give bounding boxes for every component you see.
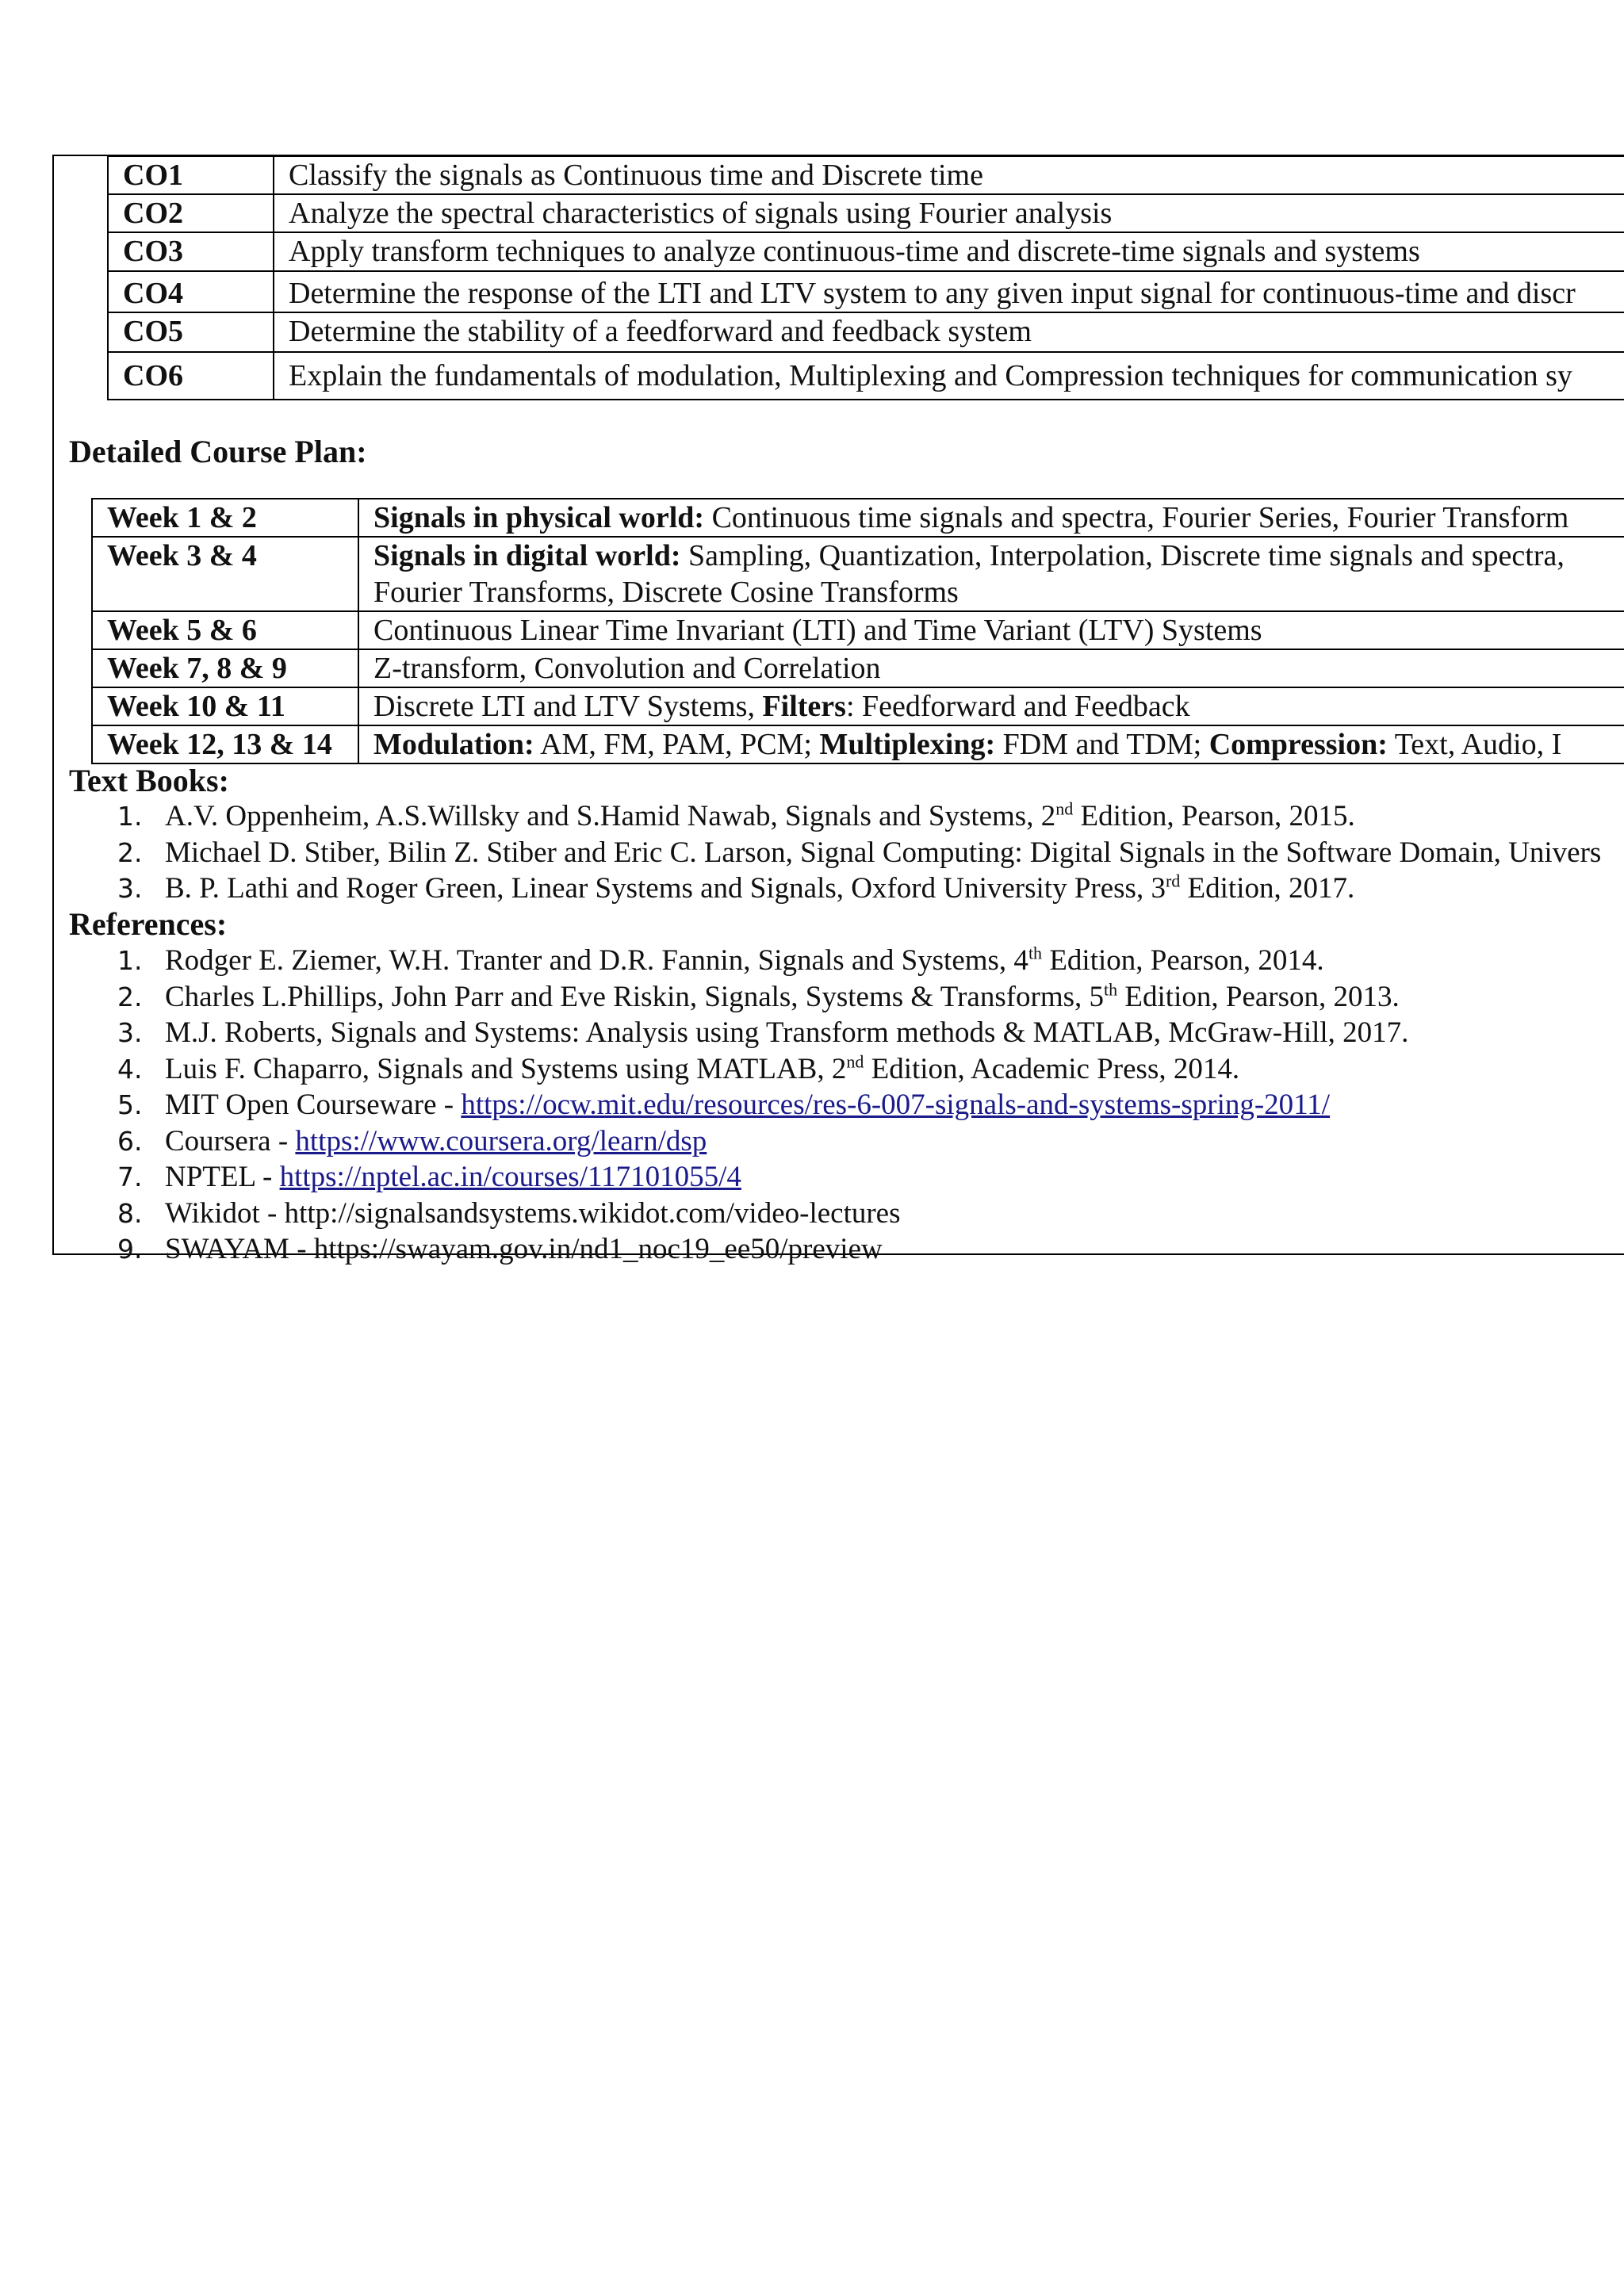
co-code: CO1: [108, 156, 274, 194]
list-number: 2.: [117, 836, 143, 868]
list-number: 1.: [117, 945, 143, 976]
reference-source: Wikidot -: [165, 1196, 285, 1230]
co-description: Apply transform techniques to analyze continuous-time and discrete-time signals and systems: [274, 232, 1624, 271]
course-outcomes-table: [107, 155, 1624, 400]
textbook-text: B. P. Lathi and Roger Green, Linear Systems and Signals, Oxford University Press, 3: [165, 872, 1166, 905]
superscript: th: [1028, 943, 1043, 963]
plan-week: Week 3 & 4: [92, 537, 358, 611]
references-list: [117, 943, 1409, 1268]
reference-text: Edition, Pearson, 2014.: [1042, 944, 1324, 977]
list-item: [117, 835, 1602, 871]
reference-source: SWAYAM -: [165, 1233, 314, 1265]
list-item: [117, 871, 1601, 907]
list-number: 9.: [117, 1234, 143, 1265]
plan-topic-text: Continuous time signals and spectra, Fourier Series, Fourier Transform: [704, 501, 1569, 534]
superscript: rd: [1165, 871, 1181, 891]
plan-topic-title: Compression:: [1208, 728, 1388, 761]
co-code: CO2: [108, 194, 274, 232]
list-number: 5.: [117, 1089, 143, 1120]
co-row: [108, 194, 1624, 232]
list-number: 6.: [117, 1125, 143, 1157]
reference-text: Edition, Pearson, 2013.: [1117, 980, 1400, 1013]
plan-topic-text: Text, Audio, I: [1387, 728, 1562, 761]
reference-source: NPTEL -: [165, 1161, 280, 1193]
course-plan-heading: Detailed Course Plan:: [69, 434, 367, 469]
reference-text: Luis F. Chaparro, Signals and Systems using MATLAB, 2: [165, 1052, 847, 1085]
list-number: 8.: [117, 1197, 143, 1229]
plan-row: [92, 725, 1624, 763]
list-number: 2.: [117, 981, 143, 1012]
plan-topic-text: Discrete LTI and LTV Systems,: [373, 690, 763, 723]
references-heading: References:: [69, 906, 228, 942]
list-number: 1.: [117, 801, 143, 832]
course-plan-table: [91, 498, 1624, 764]
plan-week: Week 12, 13 & 14: [92, 725, 358, 763]
nptel-link[interactable]: https://nptel.ac.in/courses/117101055/4: [279, 1161, 741, 1193]
reference-source: MIT Open Courseware -: [165, 1089, 462, 1121]
swayam-url: https://swayam.gov.in/nd1_noc19_ee50/preview: [313, 1233, 883, 1265]
plan-week: Week 5 & 6: [92, 611, 358, 649]
co-code: CO3: [108, 232, 274, 271]
plan-row: [92, 499, 1624, 537]
list-item: [117, 1087, 1408, 1123]
plan-topic-text: AM, FM, PAM, PCM;: [534, 728, 820, 761]
coursera-link[interactable]: https://www.coursera.org/learn/dsp: [295, 1124, 707, 1158]
textbook-text: A.V. Oppenheim, A.S.Willsky and S.Hamid Nawab, Signals and Systems, 2: [165, 800, 1056, 832]
textbooks-list: [117, 798, 1602, 907]
plan-row: [92, 611, 1624, 649]
plan-topic-text: FDM and TDM;: [995, 728, 1209, 761]
co-description: Determine the response of the LTI and LTV system to any given input signal for continuous-time and discr: [274, 271, 1624, 312]
list-item: [117, 1015, 1409, 1051]
plan-topics: [358, 537, 1624, 611]
plan-topic-title: Signals in physical world:: [373, 501, 705, 534]
list-item: [117, 798, 1601, 835]
plan-topics: [358, 725, 1624, 763]
co-description: Analyze the spectral characteristics of signals using Fourier analysis: [274, 194, 1624, 232]
plan-topics: [358, 499, 1624, 537]
plan-week: Week 7, 8 & 9: [92, 649, 358, 687]
list-item: [117, 1231, 1408, 1268]
list-number: 3.: [117, 873, 143, 904]
plan-topic-text: Continuous Linear Time Invariant (LTI) and Time Variant (LTV) Systems: [373, 614, 1262, 647]
plan-topics: [358, 649, 1624, 687]
co-description: Determine the stability of a feedforward and feedback system: [274, 312, 1624, 352]
plan-topics: [358, 687, 1624, 725]
co-description: Classify the signals as Continuous time and Discrete time: [274, 156, 1624, 194]
plan-week: Week 1 & 2: [92, 499, 358, 537]
plan-row: [92, 537, 1624, 611]
list-number: 3.: [117, 1017, 143, 1048]
textbooks-heading: Text Books:: [69, 763, 229, 798]
superscript: nd: [1055, 798, 1074, 819]
plan-topic-title: Filters: [762, 690, 846, 723]
superscript: nd: [846, 1051, 864, 1072]
plan-topics: [358, 611, 1624, 649]
list-number: 7.: [117, 1161, 143, 1192]
reference-source: Coursera -: [165, 1124, 296, 1158]
co-row: [108, 156, 1624, 194]
plan-row: [92, 649, 1624, 687]
textbook-text: Edition, 2017.: [1180, 872, 1355, 905]
list-number: 4.: [117, 1053, 143, 1085]
textbook-text: Edition, Pearson, 2015.: [1073, 800, 1355, 832]
list-item: [117, 943, 1408, 979]
list-item: [117, 1159, 1408, 1196]
plan-topic-title: Multiplexing:: [819, 728, 996, 761]
co-description: Explain the fundamentals of modulation, Multiplexing and Compression techniques for communication sy: [274, 352, 1624, 400]
plan-topic-text: Sampling, Quantization, Interpolation, Discrete time signals and spectra, Fourier Transforms, Discrete Cosine Transforms: [373, 539, 1565, 609]
list-item: [117, 1051, 1408, 1088]
co-row: [108, 232, 1624, 271]
co-code: CO5: [108, 312, 274, 352]
plan-topic-title: Signals in digital world:: [373, 539, 681, 572]
plan-topic-text: Z-transform, Convolution and Correlation: [373, 652, 881, 685]
reference-text: M.J. Roberts, Signals and Systems: Analysis using Transform methods & MATLAB, McGraw-Hill, 2017.: [165, 1016, 1409, 1049]
co-row: [108, 352, 1624, 400]
plan-topic-text: : Feedforward and Feedback: [845, 690, 1190, 723]
list-item: [117, 1123, 1408, 1160]
reference-text: Rodger E. Ziemer, W.H. Tranter and D.R. Fannin, Signals and Systems, 4: [165, 944, 1028, 977]
co-code: CO6: [108, 352, 274, 400]
plan-week: Week 10 & 11: [92, 687, 358, 725]
wikidot-url: http://signalsandsystems.wikidot.com/video-lectures: [284, 1196, 901, 1230]
mit-ocw-link[interactable]: https://ocw.mit.edu/resources/res-6-007-signals-and-systems-spring-2011/: [461, 1089, 1331, 1121]
list-item: [117, 979, 1408, 1016]
superscript: th: [1104, 979, 1118, 1000]
co-code: CO4: [108, 271, 274, 312]
plan-topic-title: Modulation:: [373, 728, 534, 761]
co-row: [108, 271, 1624, 312]
reference-text: Charles L.Phillips, John Parr and Eve Riskin, Signals, Systems & Transforms, 5: [165, 980, 1105, 1013]
co-row: [108, 312, 1624, 352]
reference-text: Edition, Academic Press, 2014.: [864, 1052, 1240, 1085]
list-item: [117, 1196, 1408, 1232]
textbook-text: Michael D. Stiber, Bilin Z. Stiber and Eric C. Larson, Signal Computing: Digital Signals in the Software Domain, Univers: [165, 836, 1602, 869]
plan-row: [92, 687, 1624, 725]
